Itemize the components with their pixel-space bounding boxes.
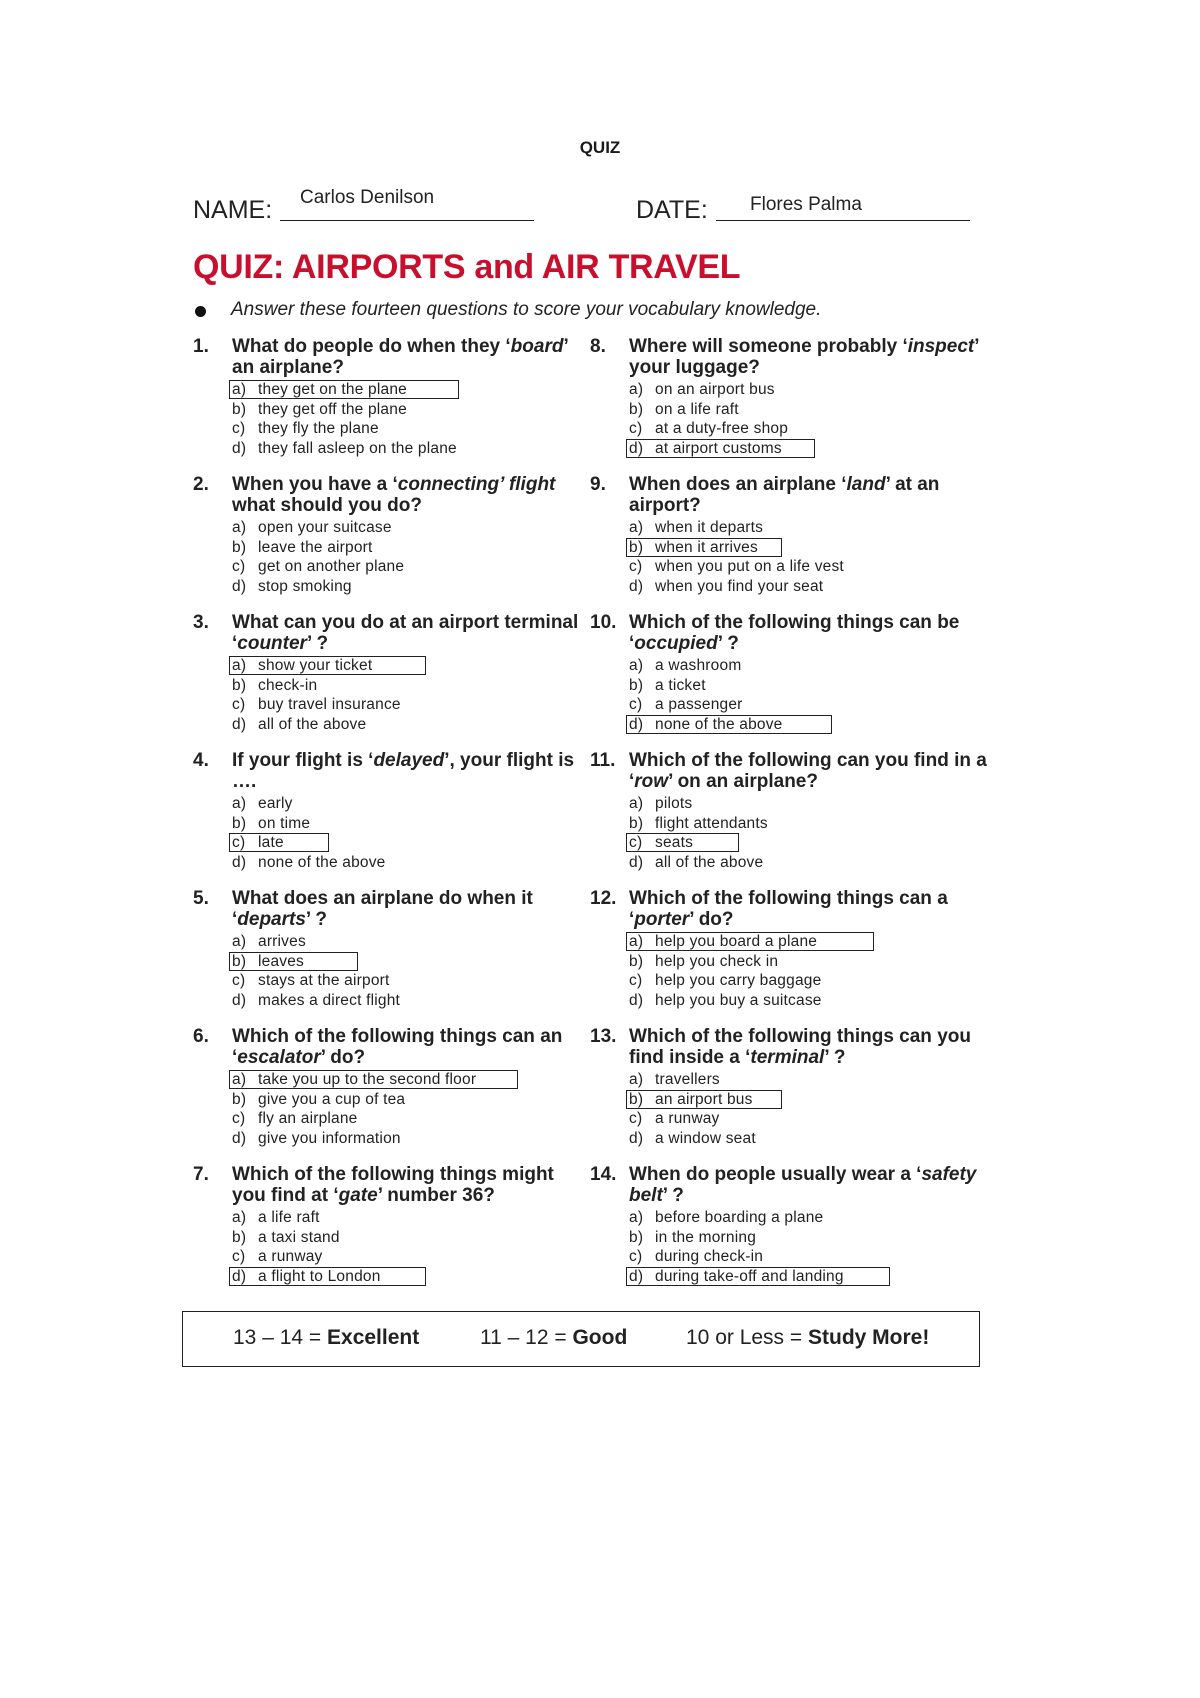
answer-option[interactable] [232,1247,592,1267]
question-number: 3. [193,612,209,633]
question-text [232,750,592,792]
score-good [480,1326,627,1350]
option-letter: a) [232,657,247,674]
option-letter: d) [629,992,644,1010]
option-text: they fall asleep on the plane [258,440,457,458]
answer-options [629,518,989,597]
option-letter: a) [629,1071,644,1088]
option-letter: d) [232,1130,247,1148]
question-3 [193,612,583,750]
option-text: before boarding a plane [655,1209,824,1226]
question-suffix: ’ do? [320,1047,366,1068]
answer-options [232,794,592,873]
answer-option[interactable] [232,932,592,952]
question-text [232,1026,592,1068]
question-keyword: connecting’ flight [397,474,556,495]
answer-options [232,1070,592,1149]
answer-option[interactable] [629,1109,989,1129]
answer-option[interactable] [232,853,592,873]
question-prefix: Which of the following can you find in a ‘ [629,750,987,792]
answer-option[interactable] [629,971,989,991]
date-line [716,220,970,221]
option-letter: a) [232,519,247,536]
option-letter: c) [232,1110,246,1128]
option-text: they get on the plane [258,381,407,398]
answer-option-selected[interactable] [629,932,989,952]
answer-option[interactable] [232,1228,592,1248]
answer-option-selected[interactable] [629,1267,989,1287]
answer-option[interactable] [232,715,592,735]
option-letter: c) [629,558,643,576]
question-number: 1. [193,336,209,357]
question-number: 9. [590,474,606,495]
question-prefix: When you have a ‘ [232,474,398,495]
score-key [182,1311,980,1367]
score-study-more [686,1326,929,1350]
option-letter: d) [232,992,247,1010]
question-prefix: Which of the following things can a ‘ [629,888,948,930]
option-letter: c) [629,1248,643,1266]
question-keyword: row [634,771,669,792]
question-text [232,336,592,378]
answer-option[interactable] [232,419,592,439]
question-keyword: safety belt [629,1164,977,1206]
answer-option[interactable] [629,676,989,696]
option-letter: b) [629,676,644,694]
answer-options [629,380,989,459]
answer-options [232,518,592,597]
option-text: fly an airplane [258,1110,358,1128]
question-suffix: ’ your luggage? [629,336,979,378]
answer-option[interactable] [629,952,989,972]
answer-option[interactable] [629,1247,989,1267]
option-text: flight attendants [655,814,768,832]
question-prefix: What does an airplane do when it ‘ [232,888,533,930]
option-letter: c) [629,1110,643,1128]
question-8 [590,336,990,474]
option-text: a taxi stand [258,1228,340,1246]
answer-options [232,1208,592,1287]
name-value[interactable]: Carlos Denilson [300,187,435,208]
answer-option[interactable] [232,1090,592,1110]
answer-option-selected[interactable] [232,1070,592,1090]
question-suffix: ’ ? [306,633,329,654]
option-letter: a) [629,933,644,950]
date-value[interactable]: Flores Palma [750,194,862,215]
question-text [629,336,989,378]
option-letter: a) [232,1209,247,1226]
option-text: at airport customs [655,440,782,458]
answer-option[interactable] [232,557,592,577]
answer-option[interactable] [629,695,989,715]
option-letter: b) [629,952,644,970]
question-keyword: board [510,336,564,357]
option-text: a runway [258,1248,323,1266]
option-letter: a) [629,657,644,674]
question-number: 2. [193,474,209,495]
answer-option[interactable] [629,577,989,597]
option-letter: c) [232,558,246,576]
question-keyword: escalator [237,1047,321,1068]
option-letter: c) [232,420,246,438]
option-letter: b) [232,1090,247,1108]
question-text [232,474,592,516]
question-text [629,474,989,516]
question-keyword: departs [237,909,306,930]
score-range: 13 – 14 = [233,1326,322,1349]
option-text: stays at the airport [258,972,390,990]
question-10 [590,612,990,750]
option-text: a washroom [655,657,742,674]
option-letter: c) [232,834,246,852]
question-text [232,888,592,930]
question-keyword: gate [338,1185,378,1206]
answer-options [232,380,592,459]
question-keyword: counter [237,633,307,654]
option-text: a life raft [258,1209,320,1226]
question-keyword: delayed [373,750,445,771]
questions-left-column [193,336,583,1302]
answer-option[interactable] [629,1228,989,1248]
question-prefix: What can you do at an airport terminal ‘ [232,612,579,654]
question-suffix: ’, your flight is …. [232,750,575,792]
option-text: help you buy a suitcase [655,992,822,1010]
option-text: early [258,795,293,812]
answer-option[interactable] [629,400,989,420]
option-text: seats [655,834,694,852]
question-prefix: If your flight is ‘ [232,750,374,771]
answer-option[interactable] [232,794,592,814]
option-letter: b) [629,1090,644,1108]
question-suffix: ’ ? [717,633,739,654]
option-letter: a) [629,519,644,536]
question-number: 7. [193,1164,209,1185]
option-text: none of the above [258,854,386,872]
question-5 [193,888,583,1026]
question-1 [193,336,583,474]
option-text: an airport bus [655,1090,753,1108]
answer-option[interactable] [232,1208,592,1228]
question-prefix: Which of the following things might you find at ‘ [232,1164,554,1206]
option-letter: d) [232,578,247,596]
question-text [629,1164,989,1206]
answer-option[interactable] [629,794,989,814]
answer-option-selected[interactable] [629,1090,989,1110]
option-letter: b) [232,400,247,418]
answer-option[interactable] [232,400,592,420]
score-range: 11 – 12 = [480,1326,567,1349]
question-suffix: ’ number 36? [377,1185,495,1206]
answer-option[interactable] [232,991,592,1011]
question-prefix: Which of the following things can an ‘ [232,1026,563,1068]
score-range: 10 or Less = [686,1326,803,1349]
option-text: during check-in [655,1248,764,1266]
option-text: take you up to the second floor [258,1071,477,1088]
quiz-heading: QUIZ: AIRPORTS and AIR TRAVEL [193,248,741,286]
question-number: 11. [590,750,616,771]
answer-option[interactable] [629,380,989,400]
option-text: leave the airport [258,538,373,556]
option-letter: c) [629,834,643,852]
question-prefix: Which of the following things can be ‘ [629,612,960,654]
option-text: give you a cup of tea [258,1090,406,1108]
question-14 [590,1164,990,1302]
answer-option[interactable] [629,557,989,577]
question-number: 6. [193,1026,209,1047]
option-letter: d) [629,716,644,734]
answer-options [232,656,592,735]
question-suffix: ’ ? [305,909,328,930]
option-letter: b) [629,400,644,418]
option-text: in the morning [655,1228,757,1246]
question-13 [590,1026,990,1164]
answer-option[interactable] [232,439,592,459]
option-letter: d) [232,1268,247,1286]
option-text: all of the above [258,716,367,734]
option-letter: c) [629,972,643,990]
document-title: QUIZ [579,138,621,157]
question-2 [193,474,583,612]
answer-option[interactable] [232,695,592,715]
question-text [232,612,592,654]
question-11 [590,750,990,888]
answer-options [629,1070,989,1149]
option-letter: b) [232,676,247,694]
question-4 [193,750,583,888]
question-suffix: what should you do? [232,495,422,516]
option-text: help you check in [655,952,779,970]
option-text: none of the above [655,716,783,734]
question-keyword: terminal [750,1047,825,1068]
question-text [629,888,989,930]
question-suffix: ’ at an airport? [629,474,940,516]
answer-option[interactable] [232,577,592,597]
option-text: when it arrives [655,538,758,556]
option-text: arrives [258,933,306,950]
option-text: a ticket [655,676,706,694]
option-text: help you carry baggage [655,972,822,990]
option-text: they get off the plane [258,400,407,418]
question-12 [590,888,990,1026]
answer-option[interactable] [629,853,989,873]
answer-option[interactable] [232,814,592,834]
score-label: Excellent [327,1326,420,1349]
option-letter: d) [232,716,247,734]
option-text: leaves [258,952,305,970]
option-letter: a) [232,795,247,812]
answer-options [629,1208,989,1287]
option-letter: a) [629,1209,644,1226]
answer-options [629,794,989,873]
answer-option-selected[interactable] [629,833,989,853]
option-letter: b) [232,814,247,832]
questions-right-column [590,336,990,1302]
answer-option-selected[interactable] [232,656,592,676]
option-letter: d) [232,440,247,458]
option-text: late [258,834,284,852]
option-letter: d) [629,1130,644,1148]
option-letter: c) [232,696,246,714]
option-text: help you board a plane [655,933,818,950]
question-number: 12. [590,888,617,909]
option-text: at a duty-free shop [655,420,789,438]
option-text: open your suitcase [258,519,392,536]
option-text: during take-off and landing [655,1268,844,1286]
date-label: DATE: [636,196,708,224]
answer-option-selected[interactable] [629,538,989,558]
option-text: on time [258,814,311,832]
question-prefix: When do people usually wear a ‘ [629,1164,922,1185]
option-text: show your ticket [258,657,373,674]
answer-option[interactable] [629,419,989,439]
answer-option-selected[interactable] [629,439,989,459]
option-text: a window seat [655,1130,756,1148]
option-letter: a) [232,1071,247,1088]
question-text [232,1164,592,1206]
answer-option[interactable] [629,814,989,834]
question-number: 10. [590,612,617,633]
answer-options [629,932,989,1011]
question-text [629,750,989,792]
option-letter: a) [629,381,644,398]
option-text: check-in [258,676,318,694]
answer-option-selected[interactable] [629,715,989,735]
question-suffix: ’ ? [824,1047,846,1068]
answer-option[interactable] [629,1129,989,1149]
question-number: 14. [590,1164,617,1185]
question-number: 4. [193,750,209,771]
name-label: NAME: [193,196,273,224]
option-letter: b) [232,1228,247,1246]
question-prefix: Where will someone probably ‘ [629,336,908,357]
score-label: Good [572,1326,628,1349]
answer-options [629,656,989,735]
option-letter: c) [232,972,246,990]
answer-option[interactable] [629,656,989,676]
option-letter: a) [232,933,247,950]
bullet-icon [195,306,206,317]
answer-option[interactable] [629,1070,989,1090]
answer-option[interactable] [232,971,592,991]
option-text: a flight to London [258,1268,381,1286]
option-letter: a) [232,381,247,398]
option-text: pilots [655,795,693,812]
option-letter: d) [629,1268,644,1286]
answer-option[interactable] [232,1109,592,1129]
option-letter: c) [232,1248,246,1266]
option-text: get on another plane [258,558,405,576]
option-letter: d) [232,854,247,872]
answer-option-selected[interactable] [232,833,592,853]
question-6 [193,1026,583,1164]
option-text: when you find your seat [655,578,824,596]
option-letter: c) [629,696,643,714]
answer-option[interactable] [232,676,592,696]
option-text: makes a direct flight [258,992,401,1010]
question-keyword: land [846,474,886,495]
question-prefix: When does an airplane ‘ [629,474,847,495]
question-number: 8. [590,336,606,357]
question-text [629,1026,989,1068]
option-letter: a) [629,795,644,812]
option-text: buy travel insurance [258,696,401,714]
option-letter: b) [629,1228,644,1246]
answer-option[interactable] [232,518,592,538]
answer-option[interactable] [232,1129,592,1149]
option-text: they fly the plane [258,420,379,438]
option-text: all of the above [655,854,764,872]
question-number: 5. [193,888,209,909]
answer-option[interactable] [629,518,989,538]
question-text [629,612,989,654]
answer-option[interactable] [232,538,592,558]
score-label: Study More! [808,1326,930,1349]
question-prefix: What do people do when they ‘ [232,336,511,357]
option-text: travellers [655,1071,720,1088]
option-letter: d) [629,440,644,458]
option-letter: c) [629,420,643,438]
question-suffix: ’ ? [662,1185,684,1206]
question-keyword: porter [634,909,690,930]
option-text: when it departs [655,519,764,536]
option-letter: b) [232,538,247,556]
question-suffix: ’ an airplane? [232,336,568,378]
option-text: when you put on a life vest [655,558,844,576]
option-letter: b) [629,814,644,832]
score-excellent [233,1326,419,1350]
answer-options [232,932,592,1011]
instruction-text: Answer these fourteen questions to score your vocabulary knowledge. [231,299,822,320]
option-text: stop smoking [258,578,352,596]
question-suffix: ’ do? [689,909,734,930]
question-suffix: ’ on an airplane? [668,771,818,792]
option-text: a passenger [655,696,743,714]
option-letter: b) [629,538,644,556]
answer-option-selected[interactable] [232,380,592,400]
answer-option[interactable] [629,1208,989,1228]
answer-option-selected[interactable] [232,952,592,972]
question-number: 13. [590,1026,617,1047]
name-line [280,220,534,221]
option-letter: d) [629,854,644,872]
question-prefix: Which of the following things can you find inside a ‘ [629,1026,971,1068]
answer-option[interactable] [629,991,989,1011]
option-text: a runway [655,1110,720,1128]
question-keyword: inspect [907,336,975,357]
question-keyword: occupied [634,633,718,654]
option-text: on a life raft [655,400,739,418]
option-text: give you information [258,1130,401,1148]
question-7 [193,1164,583,1302]
option-letter: b) [232,952,247,970]
question-9 [590,474,990,612]
option-text: on an airport bus [655,381,775,398]
option-letter: d) [629,578,644,596]
answer-option-selected[interactable] [232,1267,592,1287]
